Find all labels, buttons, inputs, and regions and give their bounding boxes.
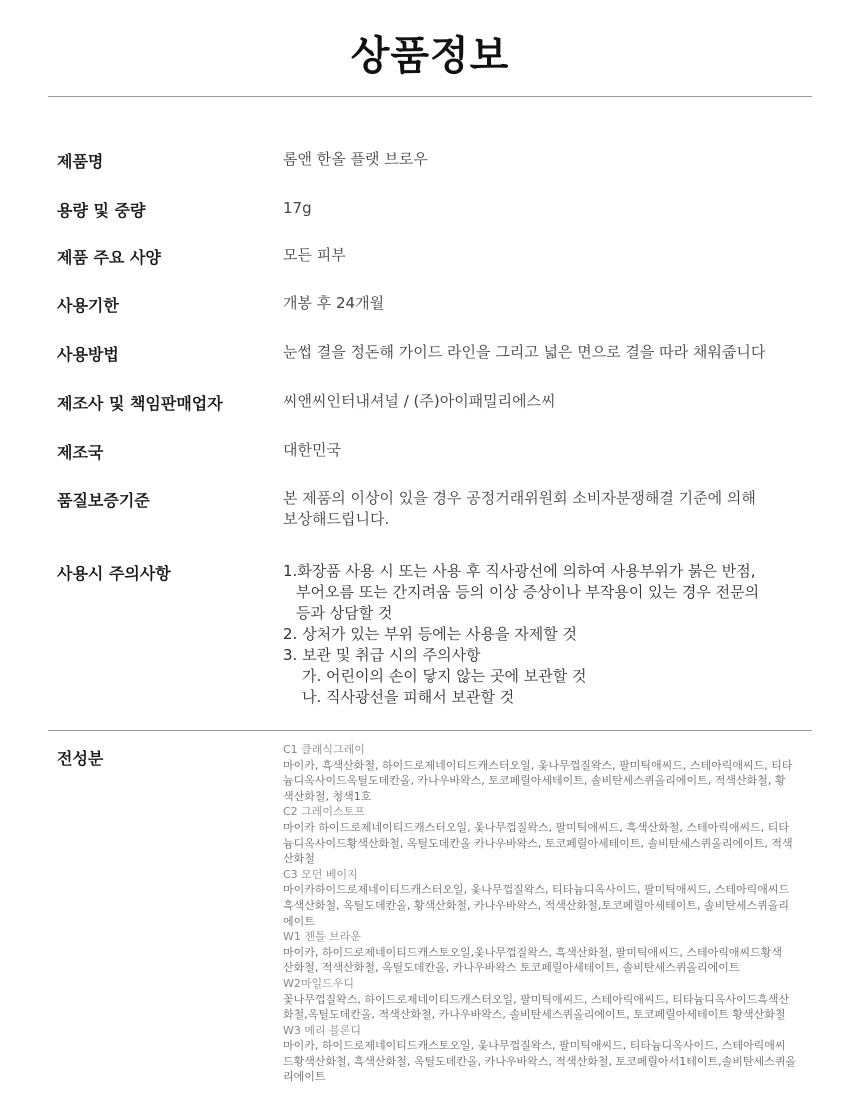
value-usage: 눈썹 결을 정돈해 가이드 라인을 그리고 넓은 면으로 결을 따라 채워줍니다 — [283, 343, 766, 361]
quality-line: 보상해드립니다. — [283, 510, 390, 528]
caution-line: 등과 상담할 것 — [296, 604, 393, 622]
ingredient-shade-name: C3 모던 베이지 — [283, 867, 358, 881]
label-ingredients: 전성분 — [57, 749, 104, 768]
value-volume-weight: 17g — [283, 199, 312, 217]
caution-line: 가. 어린이의 손이 닿지 않는 곳에 보관할 것 — [302, 667, 587, 685]
label-expiry: 사용기한 — [57, 296, 119, 315]
ingredient-shade-name: W2마일드우디 — [283, 976, 355, 990]
ingredient-line: 마이카 하이드로제네이티드캐스터오일, 옻나무껍질왁스, 팔미틱애씨드, 흑색산화철, 스테아릭애씨드, 티타 — [283, 820, 790, 834]
ingredient-line: 마이카, 하이드로제네이티드캐스토오일, 옻나무껍질왁스, 팔미틱애씨드, 티타늄디옥사이드, 스테아릭애씨 — [283, 1039, 786, 1053]
ingredients-list — [283, 742, 808, 1085]
quality-line: 본 제품의 이상이 있을 경우 공정거래위원회 소비자분쟁해결 기준에 의해 — [283, 489, 756, 507]
ingredient-line: 마이카하이드로제네이티드캐스터오일, 옻나무껍질왁스, 티타늄디옥사이드, 팔미틱애씨드, 스테아릭애씨드 — [283, 883, 790, 897]
caution-line: 2. 상처가 있는 부위 등에는 사용을 자제할 것 — [283, 625, 578, 643]
ingredient-line: 꽃나무껍질왁스, 하이드로제네이티드캐스터오일, 팔미틱애씨드, 스테아릭애씨드, 티타늄디옥사이드흑색산 — [283, 992, 790, 1006]
title-divider — [48, 96, 812, 97]
ingredient-shade-name: C1 클래식그레이 — [283, 743, 365, 756]
label-caution: 사용시 주의사항 — [57, 564, 171, 583]
caution-line: 나. 직사광선을 피해서 보관할 것 — [302, 688, 515, 706]
ingredient-line: 마이카, 하이드로제네이티드캐스토오일,옻나무껍질왁스, 흑색산화철, 팔미틱애씨드, 스테아릭애씨드황색 — [283, 945, 783, 959]
value-manufacturer: 씨앤씨인터내셔널 / (주)아이패밀리에스씨 — [283, 392, 556, 410]
label-quality-standard: 품질보증기준 — [57, 491, 150, 510]
ingredient-line: 리에이트 — [283, 1070, 326, 1084]
value-main-spec: 모든 피부 — [283, 246, 346, 264]
caution-line: 3. 보관 및 취급 시의 주의사항 — [283, 646, 481, 664]
value-country: 대한민국 — [283, 441, 341, 459]
ingredient-line: 산화철, 적색산화철, 옥틸도데칸올, 카나우바왁스 토코페릴아세테이트, 솔비탄세스퀴올리에이트 — [283, 961, 740, 975]
value-product-name: 롬앤 한올 플랫 브로우 — [283, 150, 428, 168]
ingredient-line: 색산화철, 청색1호 — [283, 789, 372, 803]
ingredient-shade-name: W3 메리 블론디 — [283, 1023, 361, 1037]
caution-line: 1.화장품 사용 시 또는 사용 후 직사광선에 의하여 사용부위가 붉은 반점, — [283, 562, 756, 580]
label-product-name: 제품명 — [57, 152, 104, 171]
label-usage: 사용방법 — [57, 345, 119, 364]
ingredient-line: 늄디옥사이드옥틸도데칸올, 카나우바왁스, 토코페릴아세테이트, 솔비탄세스퀴올리에이트, 적색산화철, 황 — [283, 774, 786, 788]
ingredient-shade-name: W1 젠틀 브라운 — [283, 930, 361, 944]
label-volume-weight: 용량 및 중량 — [57, 201, 146, 220]
ingredient-line: 드황색산화철, 흑색산화철, 옥틸도데칸올, 카나우바왁스, 적색산화철, 토코페릴아서1테이트,솔비탄세스퀴올 — [283, 1054, 797, 1068]
ingredient-line: 늄디옥사이드황색산화철, 옥틸도데칸올 카나우바왁스, 토코페릴아세테이트, 솔비탄세스퀴올리에이트, 적색 — [283, 836, 793, 850]
ingredient-shade-name: C2 그레이스토프 — [283, 805, 365, 819]
label-country: 제조국 — [57, 443, 104, 462]
value-quality-standard — [283, 488, 756, 530]
value-expiry: 개봉 후 24개월 — [283, 294, 385, 312]
label-manufacturer: 제조사 및 책임판매업자 — [57, 394, 223, 413]
ingredient-line: 산화철 — [283, 852, 315, 866]
ingredient-line: 마이카, 흑색산화철, 하이드로제네이티드캐스터오일, 옻나무껍질왁스, 팔미틱애씨드, 스테아릭애씨드, 티타 — [283, 758, 793, 772]
ingredient-line: 흑색산화철, 옥틸도데칸올, 황색산화철, 카나우바왁스, 적색산화철,토코페릴아세테이트, 솔비탄세스퀴올리 — [283, 898, 790, 912]
page-title: 상품정보 — [350, 33, 510, 79]
caution-line: 부어오름 또는 간지려움 등의 이상 증상이나 부작용이 있는 경우 전문의 — [296, 583, 760, 601]
section-divider — [48, 730, 812, 731]
ingredient-line: 화철,옥틸도데칸올, 적색산화철, 카나우바왁스, 솔비탄세스퀴올리에이트, 토코페릴아세테이트 황색산화철 — [283, 1008, 786, 1022]
label-main-spec: 제품 주요 사양 — [57, 248, 161, 267]
ingredient-line: 에이트 — [283, 914, 315, 928]
caution-list — [283, 561, 803, 708]
